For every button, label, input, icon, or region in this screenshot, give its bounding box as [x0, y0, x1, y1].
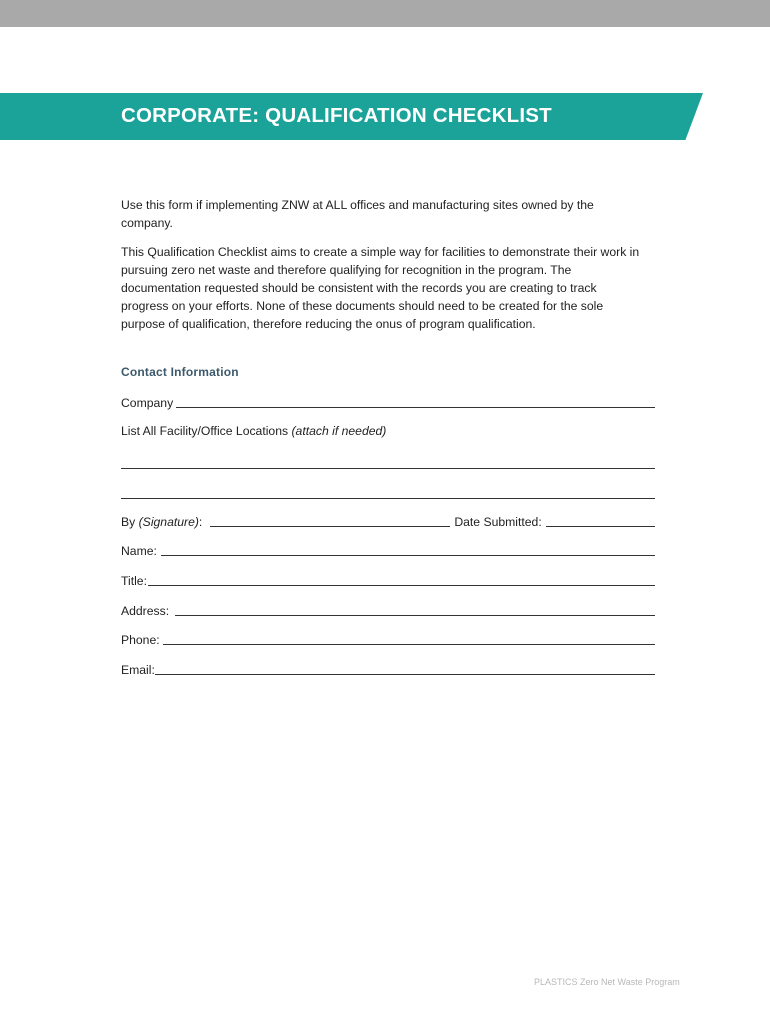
phone-input-line[interactable] [163, 643, 655, 645]
title-input-line[interactable] [148, 584, 655, 586]
by-label-group [121, 515, 202, 531]
locations-note: (attach if needed) [291, 424, 387, 438]
email-input-line[interactable] [155, 673, 655, 675]
locations-line-2[interactable] [121, 498, 655, 499]
company-field [121, 394, 655, 412]
contact-information-heading: Contact Information [121, 365, 239, 379]
footer-text: PLASTICS Zero Net Waste Program [534, 977, 680, 987]
intro-paragraph-2: This Qualification Checklist aims to create a simple way for facilities to demonstrate their work in pursuing zero net waste and therefore qualifying for recognition in the program. The documentation requested should be consistent with the records you are creating to track progress on your efforts. None of these documents should need to be created for the sole purpose of qualification, therefore reducing the onus of program qualification. [121, 245, 640, 331]
signature-input-line[interactable] [210, 525, 450, 527]
email-label: Email: [121, 663, 155, 677]
company-label: Company [121, 396, 174, 410]
signature-note: (Signature) [138, 515, 199, 529]
locations-label-row [121, 424, 386, 438]
date-submitted-input-line[interactable] [546, 525, 655, 527]
title-field [121, 572, 655, 590]
locations-label: List All Facility/Office Locations [121, 424, 289, 438]
by-label: By [121, 515, 136, 529]
address-label: Address: [121, 604, 170, 618]
page-title: CORPORATE: QUALIFICATION CHECKLIST [121, 104, 552, 127]
top-bar [0, 0, 770, 27]
intro-text [121, 196, 641, 344]
phone-field [121, 631, 655, 649]
phone-label: Phone: [121, 633, 160, 647]
intro-paragraph-1: Use this form if implementing ZNW at ALL offices and manufacturing sites owned by the company. [121, 198, 594, 230]
name-label: Name: [121, 544, 157, 558]
name-field [121, 542, 655, 560]
company-input-line[interactable] [176, 406, 655, 408]
by-colon: : [198, 515, 203, 529]
title-label: Title: [121, 574, 147, 588]
name-input-line[interactable] [161, 554, 655, 556]
date-submitted-label: Date Submitted: [454, 515, 542, 529]
email-field [121, 661, 655, 679]
locations-line-1[interactable] [121, 468, 655, 469]
address-field [121, 602, 655, 620]
signature-field [121, 513, 655, 531]
address-input-line[interactable] [175, 614, 655, 616]
